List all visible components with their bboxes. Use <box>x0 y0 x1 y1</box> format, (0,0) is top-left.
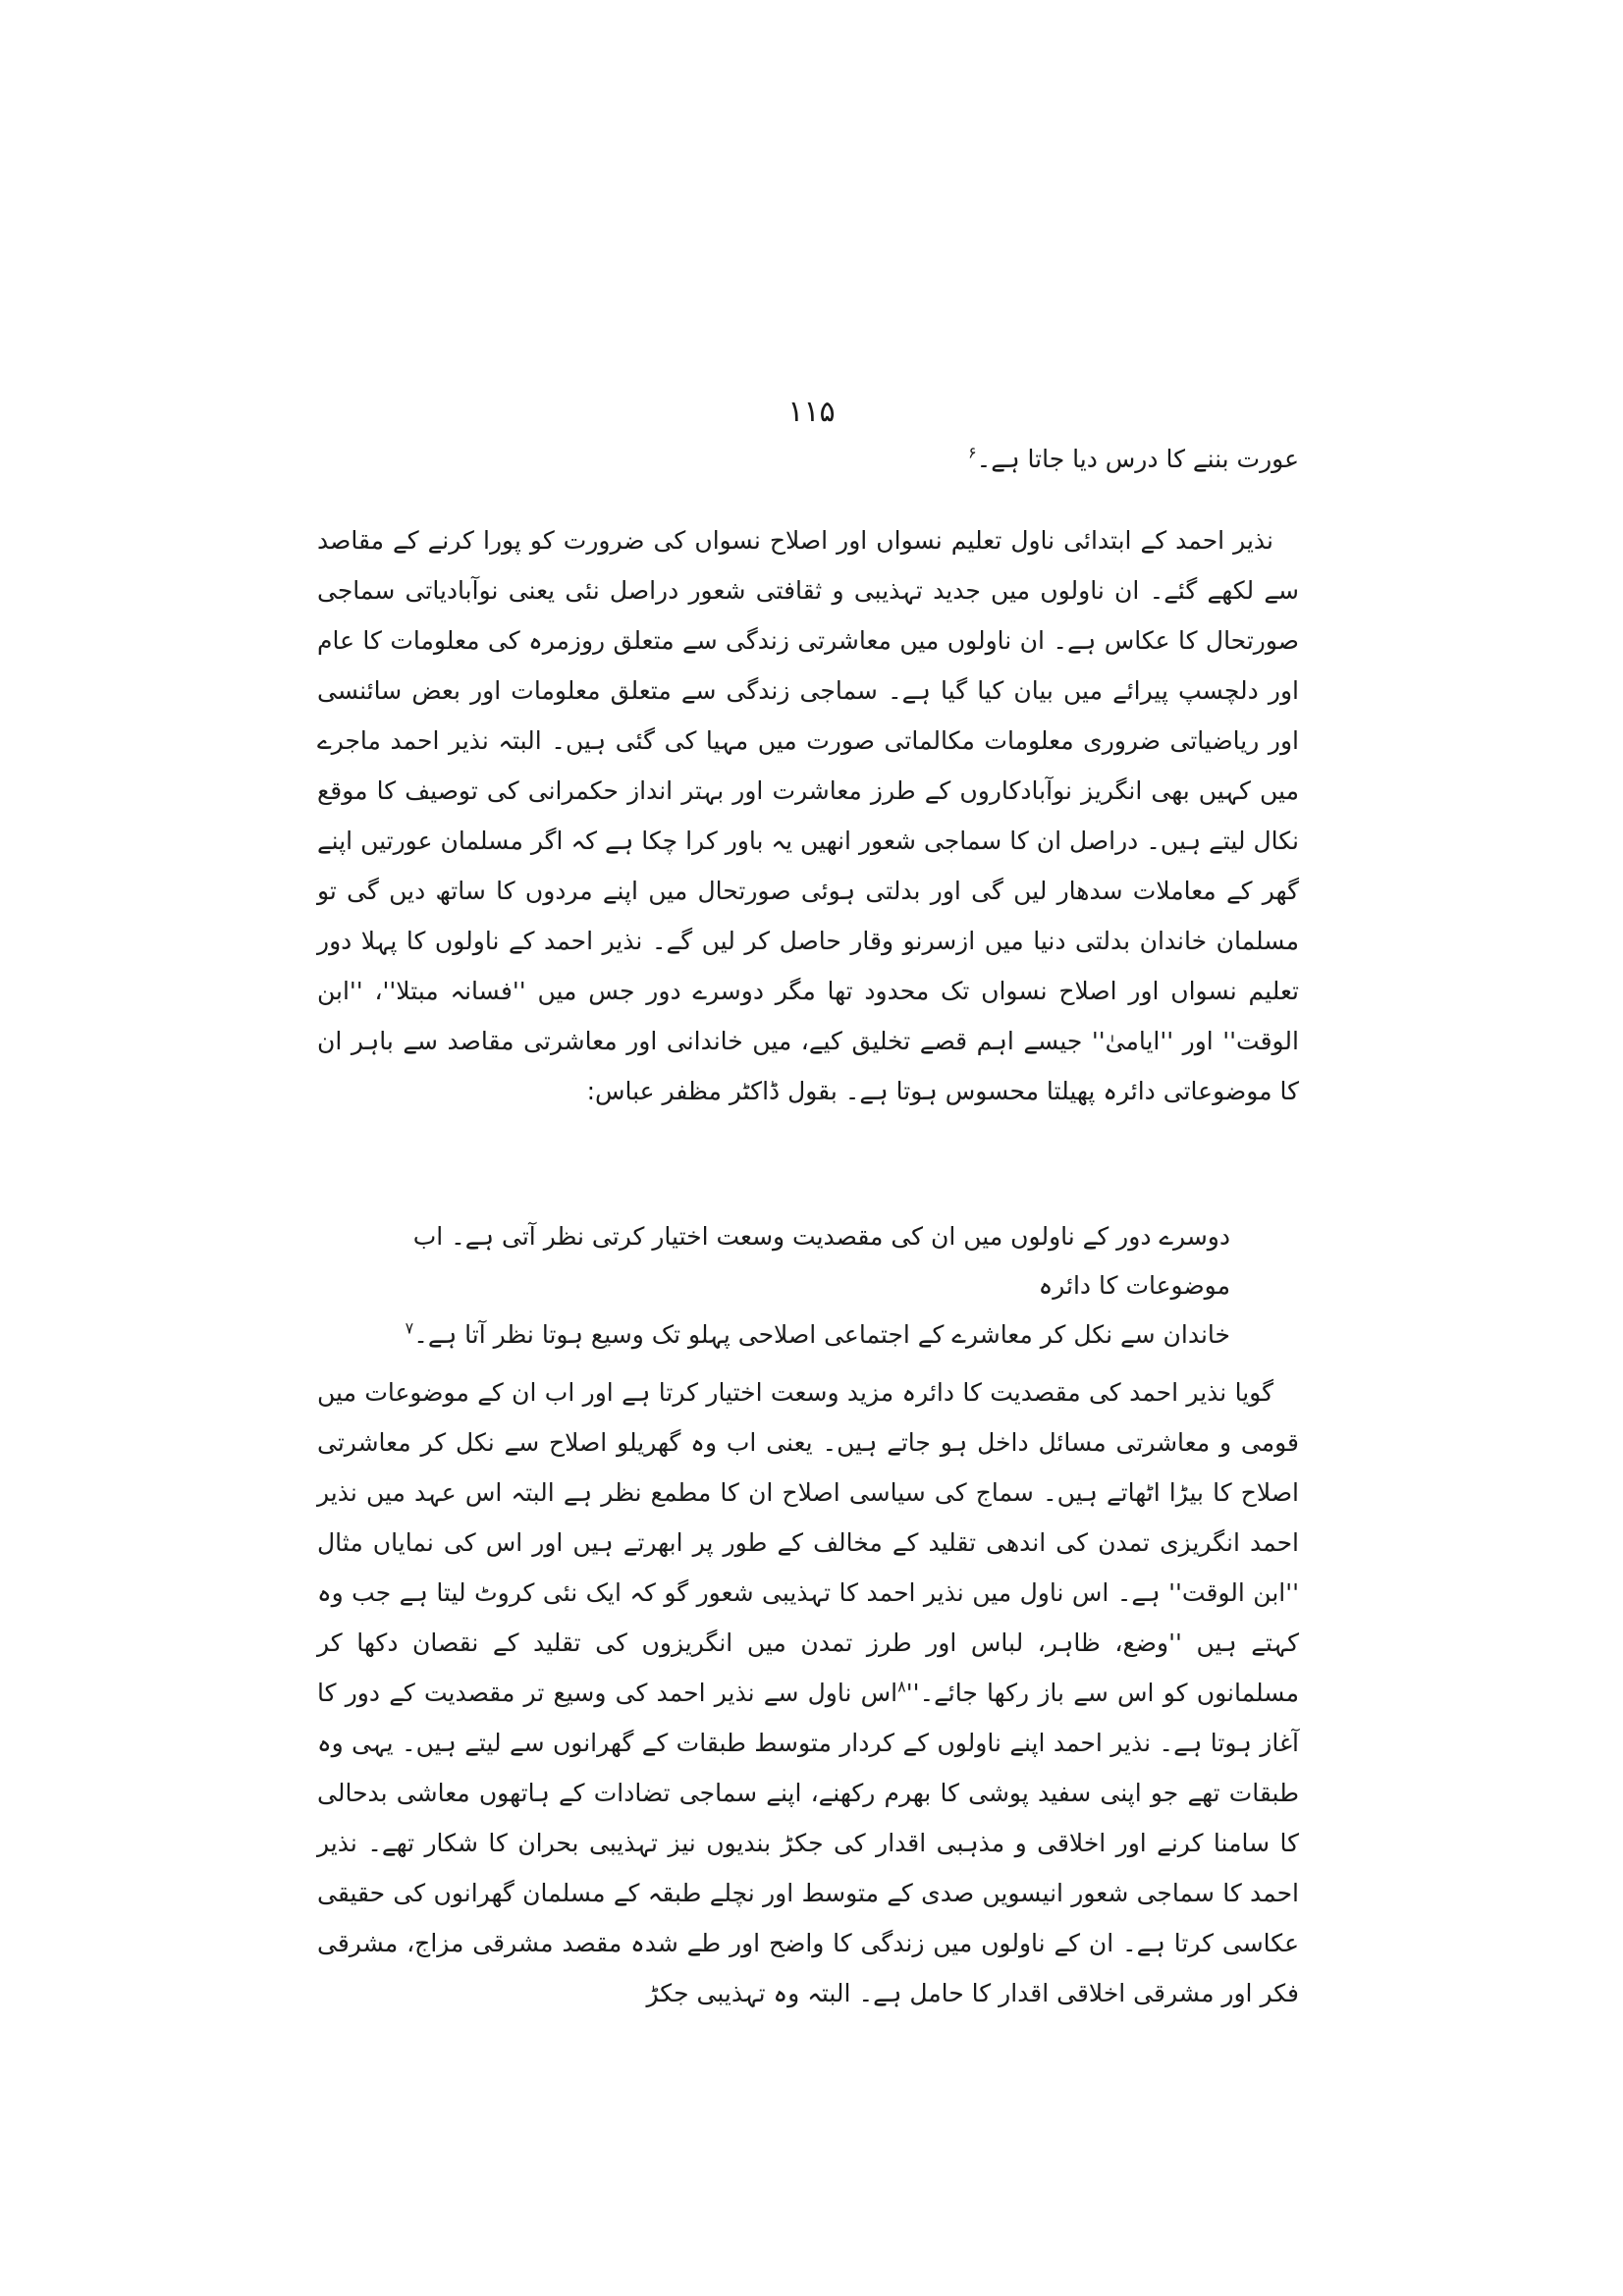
quote-line-2-text: خاندان سے نکل کر معاشرے کے اجتماعی اصلاحی پہلو تک وسیع ہوتا نظر آتا ہے۔ <box>413 1320 1230 1349</box>
opening-line-text: عورت بننے کا درس دیا جاتا ہے۔ <box>976 445 1299 473</box>
block-quote <box>356 1212 1230 1360</box>
paragraph-2-part-1: گویا نذیر احمد کی مقصدیت کا دائرہ مزید وسعت اختیار کرتا ہے اور اب ان کے موضوعات میں قومی و معاشرتی مسائل داخل ہو جاتے ہیں۔ یعنی اب وہ گھریلو اصلاح سے نکل کر معاشرتی اصلاح کا بیڑا اٹھاتے ہیں۔ سماج کی سیاسی اصلاح ان کا مطمع نظر ہے البتہ اس عہد میں نذیر احمد انگریزی تمدن کی اندھی تقلید کے مخالف کے طور پر ابھرتے ہیں اور اس کی نمایاں مثال ''ابن الوقت'' ہے۔ اس ناول میں نذیر احمد کا تہذیبی شعور گو کہ ایک نئی کروٹ لیتا ہے جب وہ کہتے ہیں ''وضع، ظاہر، لباس اور طرز تمدن میں انگریزوں کی تقلید کے نقصان دکھا کر مسلمانوں کو اس سے باز رکھا جائے۔'' <box>317 1378 1299 1707</box>
quote-line-2 <box>356 1310 1230 1360</box>
footnote-marker: ۸ <box>897 1677 906 1696</box>
paragraph-2-text <box>317 1367 1299 2018</box>
paragraph-1-text: نذیر احمد کے ابتدائی ناول تعلیم نسواں اور اصلاح نسواں کی ضرورت کو پورا کرنے کے مقاصد سے لکھے گئے۔ ان ناولوں میں جدید تہذیبی و ثقافتی شعور دراصل نئی یعنی نوآبادیاتی سماجی صورتحال کا عکاس ہے۔ ان ناولوں میں معاشرتی زندگی سے متعلق روزمرہ کی معلومات کا عام اور دلچسپ پیرائے میں بیان کیا گیا ہے۔ سماجی زندگی سے متعلق معلومات اور بعض سائنسی اور ریاضیاتی ضروری معلومات مکالماتی صورت میں مہیا کی گئی ہیں۔ البتہ نذیر احمد ماجرے میں کہیں بھی انگریز نوآبادکاروں کے طرز معاشرت اور بہتر انداز حکمرانی کی توصیف کا موقع نکال لیتے ہیں۔ دراصل ان کا سماجی شعور انھیں یہ باور کرا چکا ہے کہ اگر مسلمان عورتیں اپنے گھر کے معاملات سدھار لیں گی اور بدلتی ہوئی صورتحال میں اپنے مردوں کا ساتھ دیں گی تو مسلمان خاندان بدلتی دنیا میں ازسرنو وقار حاصل کر لیں گے۔ نذیر احمد کے ناولوں کا پہلا دور تعلیم نسواں اور اصلاح نسواں تک محدود تھا مگر دوسرے دور جس میں ''فسانہ مبتلا''، ''ابن الوقت'' اور ''ایامیٰ'' جیسے اہم قصے تخلیق کیے، میں خاندانی اور معاشرتی مقاصد سے باہر ان کا موضوعاتی دائرہ پھیلتا محسوس ہوتا ہے۔ بقول ڈاکٹر مظفر عباس: <box>317 526 1299 1105</box>
footnote-marker: ۶ <box>968 443 977 462</box>
footnote-marker: ۷ <box>405 1318 414 1338</box>
paragraph-1 <box>317 515 1299 1116</box>
opening-line <box>317 434 1299 484</box>
paragraph-2 <box>317 1367 1299 2018</box>
page-number: ۱۱۵ <box>787 395 836 429</box>
paragraph-2-part-2: اس ناول سے نذیر احمد کی وسیع تر مقصدیت کے دور کا آغاز ہوتا ہے۔ نذیر احمد اپنے ناولوں کے کردار متوسط طبقات کے گھرانوں سے لیتے ہیں۔ یہی وہ طبقات تھے جو اپنی سفید پوشی کا بھرم رکھنے، اپنے سماجی تضادات کے ہاتھوں معاشی بدحالی کا سامنا کرنے اور اخلاقی و مذہبی اقدار کی جکڑ بندیوں نیز تہذیبی بحران کا شکار تھے۔ نذیر احمد کا سماجی شعور انیسویں صدی کے متوسط اور نچلے طبقہ کے مسلمان گھرانوں کی حقیقی عکاسی کرتا ہے۔ ان کے ناولوں میں زندگی کا واضح اور طے شدہ مقصد مشرقی مزاج، مشرقی فکر اور مشرقی اخلاقی اقدار کا حامل ہے۔ البتہ وہ تہذیبی جکڑ <box>317 1679 1299 2007</box>
quote-line-1: دوسرے دور کے ناولوں میں ان کی مقصدیت وسعت اختیار کرتی نظر آتی ہے۔ اب موضوعات کا دائرہ <box>412 1222 1230 1300</box>
